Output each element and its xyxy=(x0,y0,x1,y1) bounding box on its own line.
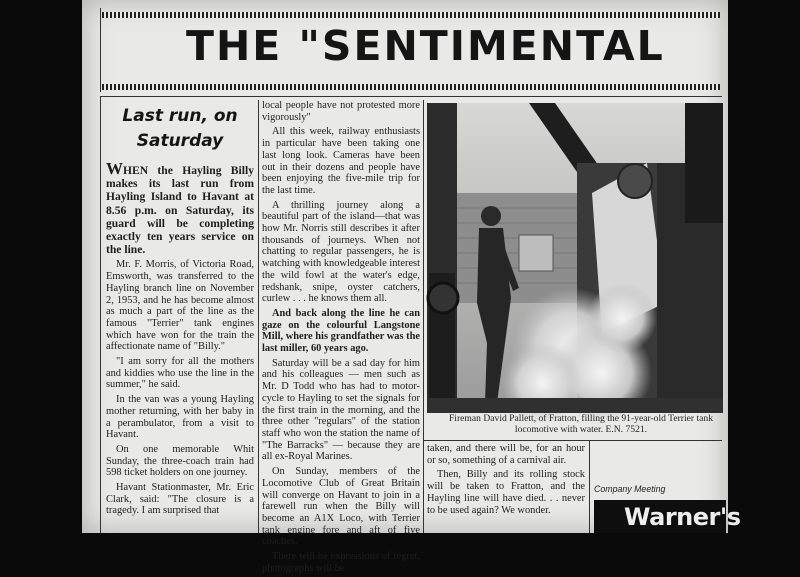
caption-bottom-rule xyxy=(423,440,722,441)
header-band-top xyxy=(102,12,720,18)
paragraph-text: Saturday will be a sad day for him and his colleagues — men such as Mr. D Todd who has had to motor-cycle to Hayling to set the signals for the first train in the morning, and the three other "regulars" of the station staff who won the station the name of "The Barracks" — because they are all ex-Royal Marines. xyxy=(262,357,420,463)
paragraph xyxy=(427,469,585,516)
paragraph-text: HEN the Hayling Billy makes its last run from Hayling Island to Havant at 8.56 p.m. on Saturday, its guard will be completing exactly ten years service on the line. xyxy=(106,164,254,257)
paragraph xyxy=(262,200,420,305)
paragraph-text: And back along the line he can gaze on the colourful Langstone Mill, where his grandfather was the last miller, 60 years ago. xyxy=(262,307,420,355)
header-left-rule xyxy=(100,8,101,92)
paragraph xyxy=(262,100,420,123)
newspaper-page xyxy=(82,0,741,574)
photo-caption: Fireman David Pallett, of Fratton, filling the 91-year-old Terrier tank locomotive with water. E.N. 7521. xyxy=(448,413,714,435)
paragraph-text: A thrilling journey along a beautiful part of the island—that was how Mr. Norris still describes it after thousands of journeys. When not chatting to regular passengers, he is watching with knowledgeable interest the wild fowl at the water's edge, redshank, snipe, oyster catchers, curlew . . . he knows them all. xyxy=(262,199,420,305)
paragraph xyxy=(427,443,585,466)
paragraph-text: Then, Billy and its rolling stock will be taken to Fratton, and the Hayling line will have died. . . never to be used again? We wonder. xyxy=(427,469,585,516)
paragraph-text: Havant Stationmaster, Mr. Eric Clark, said: "The closure is a tragedy. I am surprised that xyxy=(106,482,254,517)
article-column-1 xyxy=(106,159,254,520)
advertisement-box xyxy=(594,500,741,533)
paragraph xyxy=(106,394,254,441)
paragraph xyxy=(106,159,254,257)
paragraph-text: On Sunday, members of the Locomotive Club of Great Britain will converge on Havant to join in a farewell run when the Billy will become an A1X Loco, with Terrier tank engine fore and aft of five coaches. xyxy=(262,466,420,548)
locomotive-photo-image xyxy=(427,103,723,413)
article-column-3 xyxy=(427,443,585,519)
header-band-bottom xyxy=(102,84,720,90)
paragraph-text: On one memorable Whit Sunday, the three-coach train had 598 ticket holders on one journey. xyxy=(106,443,254,479)
paragraph-text: local people have not protested more vigorously" xyxy=(262,100,420,123)
drop-cap: W xyxy=(106,159,123,178)
paragraph xyxy=(262,126,420,196)
ad-label: Company Meeting xyxy=(594,484,666,494)
paragraph-text: taken, and there will be, for an hour or so, something of a carnival air. xyxy=(427,443,585,466)
paragraph-text: "I am sorry for all the mothers and kiddies who use the line in the summer," he said. xyxy=(106,356,254,391)
paragraph-text: In the van was a young Hayling mother returning, with her baby in a perambulator, from a visit to Havant. xyxy=(106,394,254,441)
body-top-rule xyxy=(100,96,722,97)
article-column-2 xyxy=(262,100,420,577)
paragraph-text: There will be expressions of regret, photographs will be xyxy=(262,551,420,574)
headline: THE "SENTIMENTAL xyxy=(186,22,665,70)
locomotive-photo xyxy=(427,103,723,413)
paragraph xyxy=(106,259,254,353)
column-rule-3 xyxy=(589,440,590,533)
column-rule-1 xyxy=(258,100,259,533)
paragraph-text: All this week, railway enthusiasts in particular have been taking one last long look. Cameras have been out in their dozens and people have been enjoying the five-mile trip for the last time. xyxy=(262,126,420,196)
paragraph xyxy=(262,551,420,574)
paragraph xyxy=(106,444,254,479)
paragraph xyxy=(262,358,420,463)
column-rule-2 xyxy=(423,100,424,533)
paragraph xyxy=(106,482,254,517)
paragraph xyxy=(106,356,254,391)
paragraph xyxy=(262,466,420,548)
left-column-rule xyxy=(100,96,101,533)
paragraph-text: Mr. F. Morris, of Victoria Road, Emsworth, was transferred to the Hayling branch line on November 2, 1953, and he has become almost as much a part of the line as the famous "Terrier" tank engines which have won for the train the affectionate name of "Billy." xyxy=(106,259,254,353)
advertisement-brand: Warner's xyxy=(624,503,741,531)
article-kicker: Last run, on Saturday xyxy=(122,106,238,151)
paragraph xyxy=(262,308,420,355)
